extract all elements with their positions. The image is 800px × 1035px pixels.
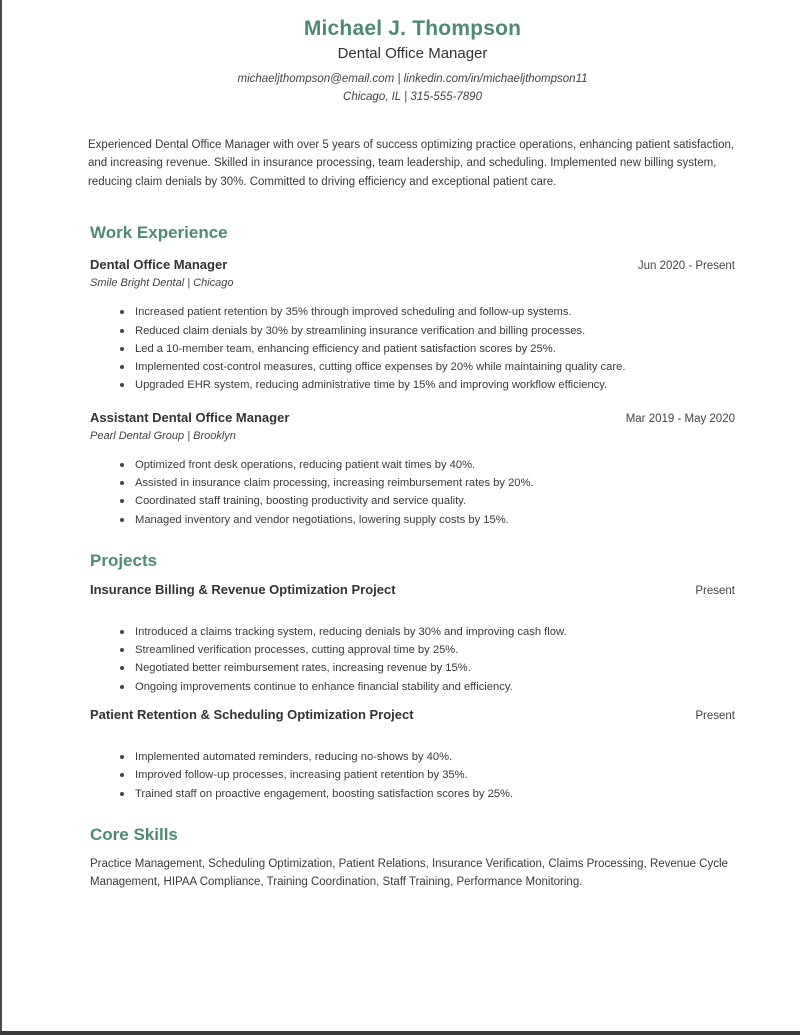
project-date: Present — [695, 710, 735, 723]
list-item: Introduced a claims tracking system, reducing denials by 30% and improving cash flow. — [120, 623, 735, 641]
list-item: Assisted in insurance claim processing, increasing reimbursement rates by 20%. — [120, 474, 735, 492]
list-item: Improved follow-up processes, increasing patient retention by 35%. — [120, 766, 735, 784]
job-role: Dental Office Manager — [90, 257, 228, 273]
list-item: Streamlined verification processes, cutting approval time by 25%. — [120, 641, 735, 659]
project-date: Present — [695, 584, 735, 597]
job-entry-1 — [90, 256, 735, 394]
candidate-name: Michael J. Thompson — [303, 17, 522, 40]
job-company: Smile Bright Dental | Chicago — [90, 277, 234, 290]
section-heading-work-experience: Work Experience — [90, 223, 228, 243]
work-experience-section — [90, 222, 735, 529]
list-item: Increased patient retention by 35% through improved scheduling and follow-up systems. — [120, 303, 735, 321]
project-name: Patient Retention & Scheduling Optimization Project — [90, 707, 414, 723]
project-name: Insurance Billing & Revenue Optimization Project — [90, 581, 396, 597]
job-date: Jun 2020 - Present — [637, 260, 735, 273]
job-bullets — [90, 303, 735, 394]
section-heading-core-skills: Core Skills — [90, 824, 178, 844]
resume-header — [90, 16, 735, 106]
list-item: Coordinated staff training, boosting productivity and service quality. — [120, 492, 735, 510]
candidate-title: Dental Office Manager — [337, 45, 488, 62]
list-item: Managed inventory and vendor negotiations, lowering supply costs by 15%. — [120, 511, 735, 529]
list-item: Led a 10-member team, enhancing efficiency and patient satisfaction scores by 25%. — [120, 340, 735, 358]
contact-info — [90, 70, 735, 106]
project-entry-1 — [90, 581, 735, 696]
job-date: Mar 2019 - May 2020 — [625, 412, 735, 425]
project-bullets — [90, 748, 735, 803]
job-company: Pearl Dental Group | Brooklyn — [90, 429, 236, 442]
list-item: Implemented automated reminders, reducing no-shows by 40%. — [120, 748, 735, 766]
contact-email-linkedin: michaeljthompson@email.com | linkedin.com/in/michaeljthompson11 — [237, 73, 588, 85]
professional-summary: Experienced Dental Office Manager with over 5 years of success optimizing practice operations, enhancing patient satisfaction, and increasing revenue. Skilled in insurance processing, team leadership, and scheduling. Implemented new billing system, reducing claim denials by 30%. Committed to driving efficiency and exceptional patient care. — [88, 139, 735, 188]
skills-list: Practice Management, Scheduling Optimization, Patient Relations, Insurance Verification, Claims Processing, Revenue Cycle Management, HIPAA Compliance, Training Coordination, Staff Training, Performance Monitoring. — [90, 857, 728, 889]
list-item: Reduced claim denials by 30% by streamlining insurance verification and billing processes. — [120, 322, 735, 340]
resume-page — [90, 0, 735, 892]
project-bullets — [90, 623, 735, 696]
list-item: Optimized front desk operations, reducing patient wait times by 40%. — [120, 456, 735, 474]
list-item: Upgraded EHR system, reducing administrative time by 15% and improving workflow efficiency. — [120, 376, 735, 394]
job-bullets — [90, 456, 735, 529]
list-item: Negotiated better reimbursement rates, increasing revenue by 15%. — [120, 659, 735, 677]
projects-section — [90, 550, 735, 803]
bottom-border — [0, 1031, 800, 1035]
project-entry-2 — [90, 706, 735, 803]
section-heading-projects: Projects — [90, 550, 158, 570]
list-item: Trained staff on proactive engagement, boosting satisfaction scores by 25%. — [120, 785, 735, 803]
list-item: Implemented cost-control measures, cutting office expenses by 20% while maintaining quality care. — [120, 358, 735, 376]
job-entry-2 — [90, 409, 735, 529]
left-border — [0, 0, 2, 1035]
job-role: Assistant Dental Office Manager — [90, 409, 290, 425]
contact-location-phone: Chicago, IL | 315-555-7890 — [343, 91, 482, 103]
list-item: Ongoing improvements continue to enhance financial stability and efficiency. — [120, 678, 735, 696]
core-skills-section — [90, 824, 735, 892]
